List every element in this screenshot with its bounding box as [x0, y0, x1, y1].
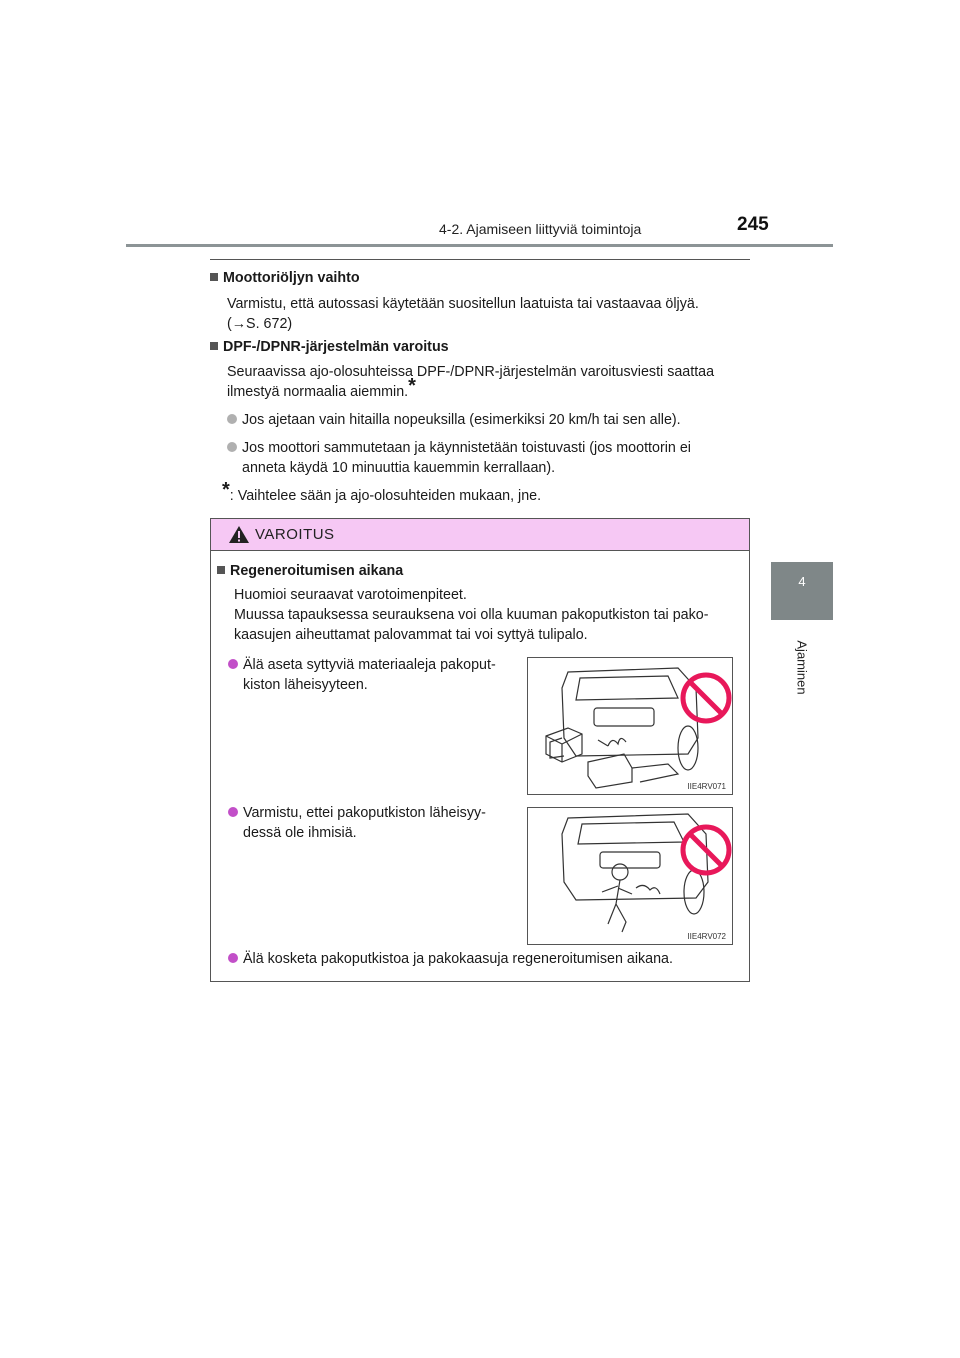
- chapter-tab[interactable]: 4: [771, 562, 833, 620]
- dpf-heading: DPF-/DPNR-järjestelmän varoitus: [223, 339, 449, 355]
- oil-change-section: [210, 268, 750, 334]
- asterisk-mark: *: [408, 375, 416, 397]
- footnote-asterisk: *: [222, 479, 230, 501]
- dpf-text-1: Seuraavissa ajo-olosuhteissa DPF-/DPNR-järjestelmän varoitusviesti saattaa: [227, 364, 715, 380]
- footnote-text: : Vaihtelee sään ja ajo-olosuhteiden mukaan, jne.: [229, 488, 542, 504]
- running-header: 4-2. Ajamiseen liittyviä toimintoja: [439, 221, 642, 237]
- warning-bullet-2-line2: dessä ole ihmisiä.: [243, 825, 357, 841]
- square-bullet-icon: [210, 273, 218, 281]
- figure-2-code: IIE4RV072: [687, 932, 726, 941]
- regeneration-heading: Regeneroitumisen aikana: [230, 563, 404, 579]
- warning-header: [211, 519, 749, 551]
- warning-bullet-3-text: Älä kosketa pakoputkistoa ja pakokaasuja regeneroitumisen aikana.: [243, 951, 673, 967]
- figure-1-code: IIE4RV071: [687, 782, 726, 791]
- car-rear-person-illustration: [528, 808, 732, 944]
- header-rule: [126, 244, 833, 247]
- bullet-icon: [227, 442, 237, 452]
- bullet-icon: [228, 953, 238, 963]
- figure-flammable-materials: [527, 657, 733, 795]
- warning-bullet-3: [228, 949, 673, 969]
- section-rule: [210, 259, 750, 260]
- oil-change-text-1: Varmistu, että autossasi käytetään suositellun laatuista tai vastaavaa öljyä.: [227, 296, 699, 312]
- page-number: 245: [737, 214, 769, 235]
- bullet-icon: [227, 414, 237, 424]
- warning-line-1: Huomioi seuraavat varotoimenpiteet.: [234, 587, 467, 603]
- warning-bullet-1-line2: kiston läheisyyteen.: [243, 677, 368, 693]
- bullet-icon: [228, 659, 238, 669]
- warning-bullet-2: [228, 803, 486, 843]
- square-bullet-icon: [210, 342, 218, 350]
- oil-change-heading: Moottoriöljyn vaihto: [223, 270, 360, 286]
- warning-bullet-2-line1: Varmistu, ettei pakoputkiston läheisyy-: [243, 805, 486, 821]
- regeneration-block: [217, 561, 742, 645]
- square-bullet-icon: [217, 566, 225, 574]
- chapter-tab-label: Ajaminen: [794, 640, 810, 695]
- dpf-bullet-1: Jos ajetaan vain hitailla nopeuksilla (esimerkiksi 20 km/h tai sen alle).: [242, 412, 681, 428]
- warning-title: VAROITUS: [255, 526, 335, 543]
- dpf-bullet-2-line2: anneta käydä 10 minuuttia kauemmin kerrallaan).: [242, 460, 556, 476]
- dpf-text-2-line: [210, 375, 735, 402]
- warning-bullet-1: [228, 655, 496, 695]
- warning-line-3: kaasujen aiheuttamat palovammat tai voi syttyä tulipalo.: [234, 627, 588, 643]
- figure-no-people: [527, 807, 733, 945]
- warning-bullet-1-line1: Älä aseta syttyviä materiaaleja pakoput-: [243, 657, 496, 673]
- warning-triangle-icon: [228, 525, 250, 544]
- dpf-bullet-2-line1: Jos moottori sammutetaan ja käynnistetään toistuvasti (jos moottorin ei: [242, 440, 691, 456]
- dpf-section: [210, 337, 735, 506]
- oil-change-text-2: (→S. 672): [227, 316, 293, 332]
- warning-box: [210, 518, 750, 982]
- car-rear-flammables-illustration: [528, 658, 732, 794]
- bullet-icon: [228, 807, 238, 817]
- dpf-text-2: ilmestyä normaalia aiemmin.: [227, 384, 409, 400]
- warning-line-2: Muussa tapauksessa seurauksena voi olla kuuman pakoputkiston tai pako-: [234, 607, 709, 623]
